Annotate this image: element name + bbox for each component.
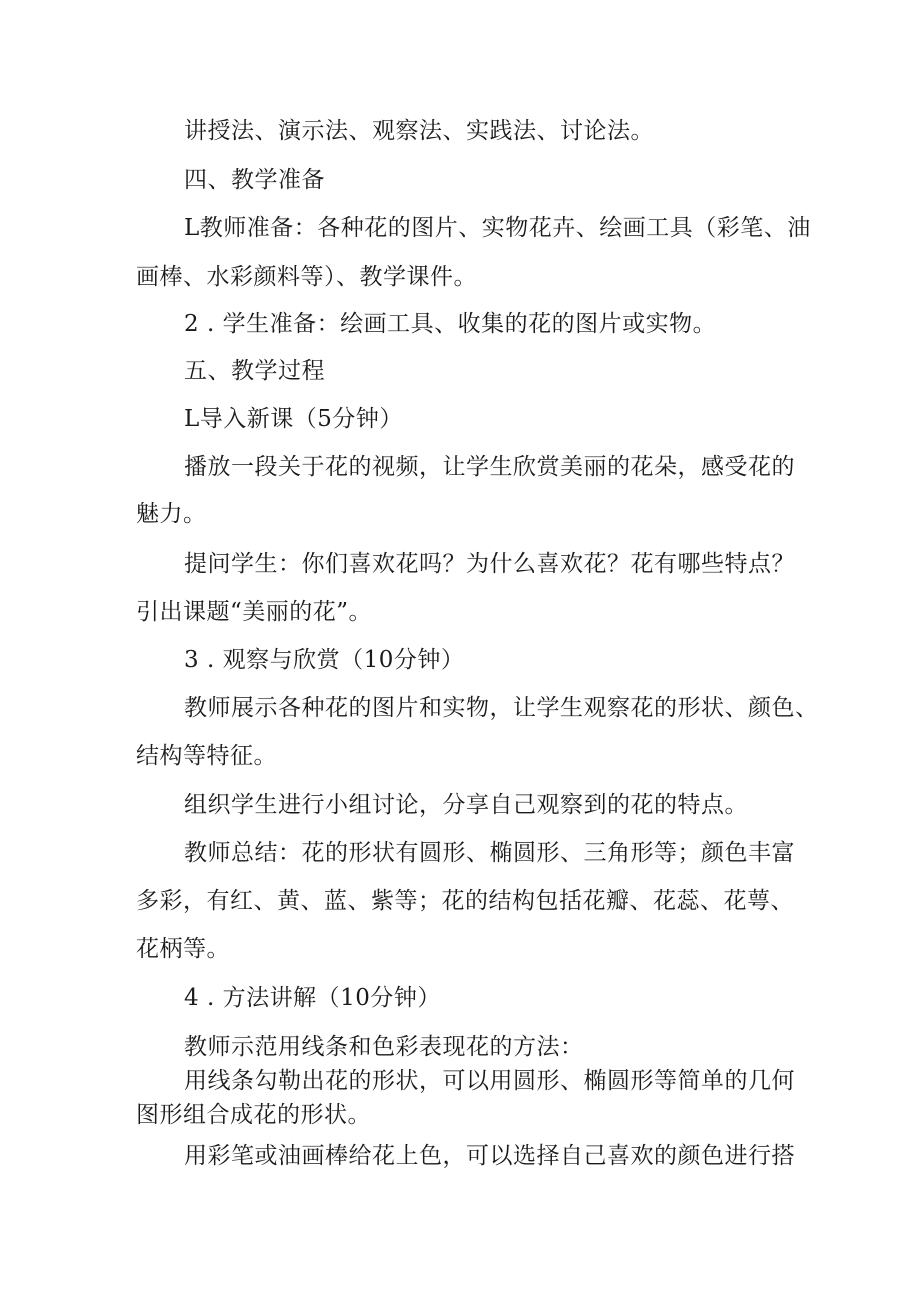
text-line: 引出课题“美丽的花”。 <box>136 599 373 625</box>
text-line: 花柄等。 <box>136 936 230 962</box>
subsection-heading: L导入新课（5分钟） <box>184 406 403 432</box>
subsection-heading: 4 . 方法讲解（10分钟） <box>184 985 441 1011</box>
text-line: 播放一段关于花的视频，让学生欣赏美丽的花朵，感受花的 <box>184 454 795 480</box>
text-line: 教师示范用线条和色彩表现花的方法： <box>184 1034 584 1060</box>
text-line: 教师展示各种花的图片和实物，让学生观察花的形状、颜色、 <box>184 695 819 721</box>
text-line: 提问学生：你们喜欢花吗？为什么喜欢花？花有哪些特点？ <box>184 551 795 577</box>
text-line: 图形组合成花的形状。 <box>136 1102 371 1128</box>
text-line: 结构等特征。 <box>136 743 277 769</box>
text-line: L教师准备：各种花的图片、实物花卉、绘画工具（彩笔、油 <box>184 215 811 241</box>
text-line: 多彩，有红、黄、蓝、紫等；花的结构包括花瓣、花蕊、花萼、 <box>136 888 794 914</box>
subsection-heading: 3 . 观察与欣赏（10分钟） <box>184 647 465 673</box>
text-line: 用彩笔或油画棒给花上色，可以选择自己喜欢的颜色进行搭 <box>184 1143 795 1169</box>
text-line: 画棒、水彩颜料等）、教学课件。 <box>136 264 477 290</box>
text-line: 用线条勾勒出花的形状，可以用圆形、椭圆形等简单的几何 <box>184 1068 795 1094</box>
text-line: 魅力。 <box>136 501 207 527</box>
text-line: 讲授法、演示法、观察法、实践法、讨论法。 <box>184 118 654 144</box>
text-line: 教师总结：花的形状有圆形、椭圆形、三角形等；颜色丰富 <box>184 840 795 866</box>
section-heading: 四、教学准备 <box>184 167 325 193</box>
text-line: 组织学生进行小组讨论，分享自己观察到的花的特点。 <box>184 792 748 818</box>
section-heading: 五、教学过程 <box>184 358 325 384</box>
text-line: 2 . 学生准备：绘画工具、收集的花的图片或实物。 <box>184 311 717 337</box>
